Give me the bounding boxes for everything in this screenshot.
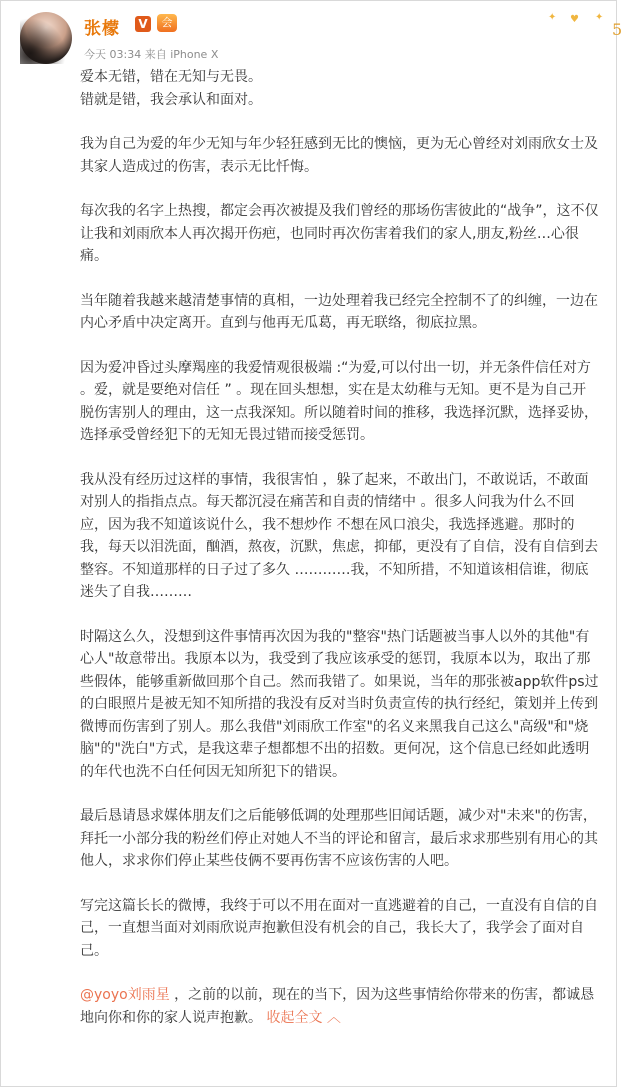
post-timestamp: 今天 03:34 来自 iPhone X xyxy=(84,48,219,61)
final-paragraph xyxy=(80,984,600,1029)
paragraph-6: 因为爱冲昏过头摩羯座的我爱情观很极端 :“为爱,可以付出一切，并无条件信任对方 。爱，就是要绝对信任 ” 。现在回头想想，实在是太幼稚与无知。更不是为自己开脱伤害别人的理由，这一点我深知。所以随着时间的推移，我选择沉默，选择妥协，选择承受曾经犯下的无知无畏过错而接受惩罚。 xyxy=(80,359,598,443)
member-badge-icon: 会 xyxy=(157,14,177,32)
post-body xyxy=(80,66,600,1051)
paragraph-3: 我为自己为爱的年少无知与年少轻狂感到无比的懊恼，更为无心曾经对刘雨欣女士及其家人造成过的伤害，表示无比忏悔。 xyxy=(80,136,598,175)
mention-link[interactable]: @yoyo刘雨星 xyxy=(80,987,170,1003)
card-decoration-number: 5 xyxy=(612,20,623,39)
paragraph-4: 每次我的名字上热搜，都定会再次被提及我们曾经的那场伤害彼此的“战争”，这不仅让我和刘雨欣本人再次揭开伤疤，也同时再次伤害着我们的家人,朋友,粉丝…心很痛。 xyxy=(80,203,599,264)
paragraph-9: 最后恳请恳求媒体朋友们之后能够低调的处理那些旧闻话题，减少对"未来"的伤害，拜托一小部分我的粉丝们停止对她人不当的评论和留言，最后求求那些别有用心的其他人，求求你们停止某些伎俩不要再伤害不应该伤害的人吧。 xyxy=(80,808,598,869)
chevron-up-icon: ︿ xyxy=(326,1009,341,1026)
paragraph-10: 写完这篇长长的微博，我终于可以不用在面对一直逃避着的自己，一直没有自信的自己，一直想当面对刘雨欣说声抱歉但没有机会的自己，我长大了，我学会了面对自己。 xyxy=(80,897,598,959)
author-name[interactable]: 张檬 xyxy=(84,19,120,39)
card-decoration: ✦ ♥ ✦ 5 xyxy=(548,12,623,39)
paragraph-5: 当年随着我越来越清楚事情的真相，一边处理着我已经完全控制不了的纠缠，一边在内心矛盾中决定离开。直到与他再无瓜葛，再无联络，彻底拉黑。 xyxy=(80,292,598,331)
paragraph-7: 我从没有经历过这样的事情，我很害怕 ，躲了起来，不敢出门，不敢说话，不敢面对别人的指指点点。每天都沉浸在痛苦和自责的情绪中 。很多人问我为什么不回应，因为我不知道该说什么，我不想炒作 不想在风口浪尖，我选择逃避。那时的我，每天以泪洗面，酗酒，熬夜，沉默，焦虑，抑郁，更没有了自信，没有自信到去整容。不知道那样的日子过了多久 …………我，不知所措，不知道该相信谁，彻底迷失了自我……… xyxy=(80,471,598,600)
post-header xyxy=(20,12,623,72)
paragraph-8: 时隔这么久，没想到这件事情再次因为我的"整容"热门话题被当事人以外的其他"有心人"故意带出。我原本以为，我受到了我应该承受的惩罚，我原本以为，取出了那些假体，能够重新做回那个自己。然而我错了。如果说，当年的那张被app软件ps过的白眼照片是被无知不知所措的我没有反对当时负责宣传的执行经纪，策划并上传到微博而伤害到了别人。那么我借"刘雨欣工作室"的名义来黑我自己这么"高级"和"烧脑"的"洗白"方式，是我这辈子想都想不出的招数。更何况，这个信息已经如此透明的年代也洗不白任何因无知所犯下的错误。 xyxy=(80,628,599,780)
verified-badge-icon: V xyxy=(135,16,151,32)
avatar[interactable] xyxy=(20,12,72,64)
collapse-label: 收起全文 xyxy=(266,1009,323,1026)
collapse-button[interactable] xyxy=(266,1010,340,1026)
paragraph-1: 爱本无错，错在无知与无畏。 xyxy=(80,69,262,85)
final-text: ，之前的以前，现在的当下，因为这些事情给你带来的伤害，都诚恳地向你和你的家人说声抱歉。 xyxy=(80,987,595,1026)
paragraph-2: 错就是错，我会承认和面对。 xyxy=(80,91,262,108)
